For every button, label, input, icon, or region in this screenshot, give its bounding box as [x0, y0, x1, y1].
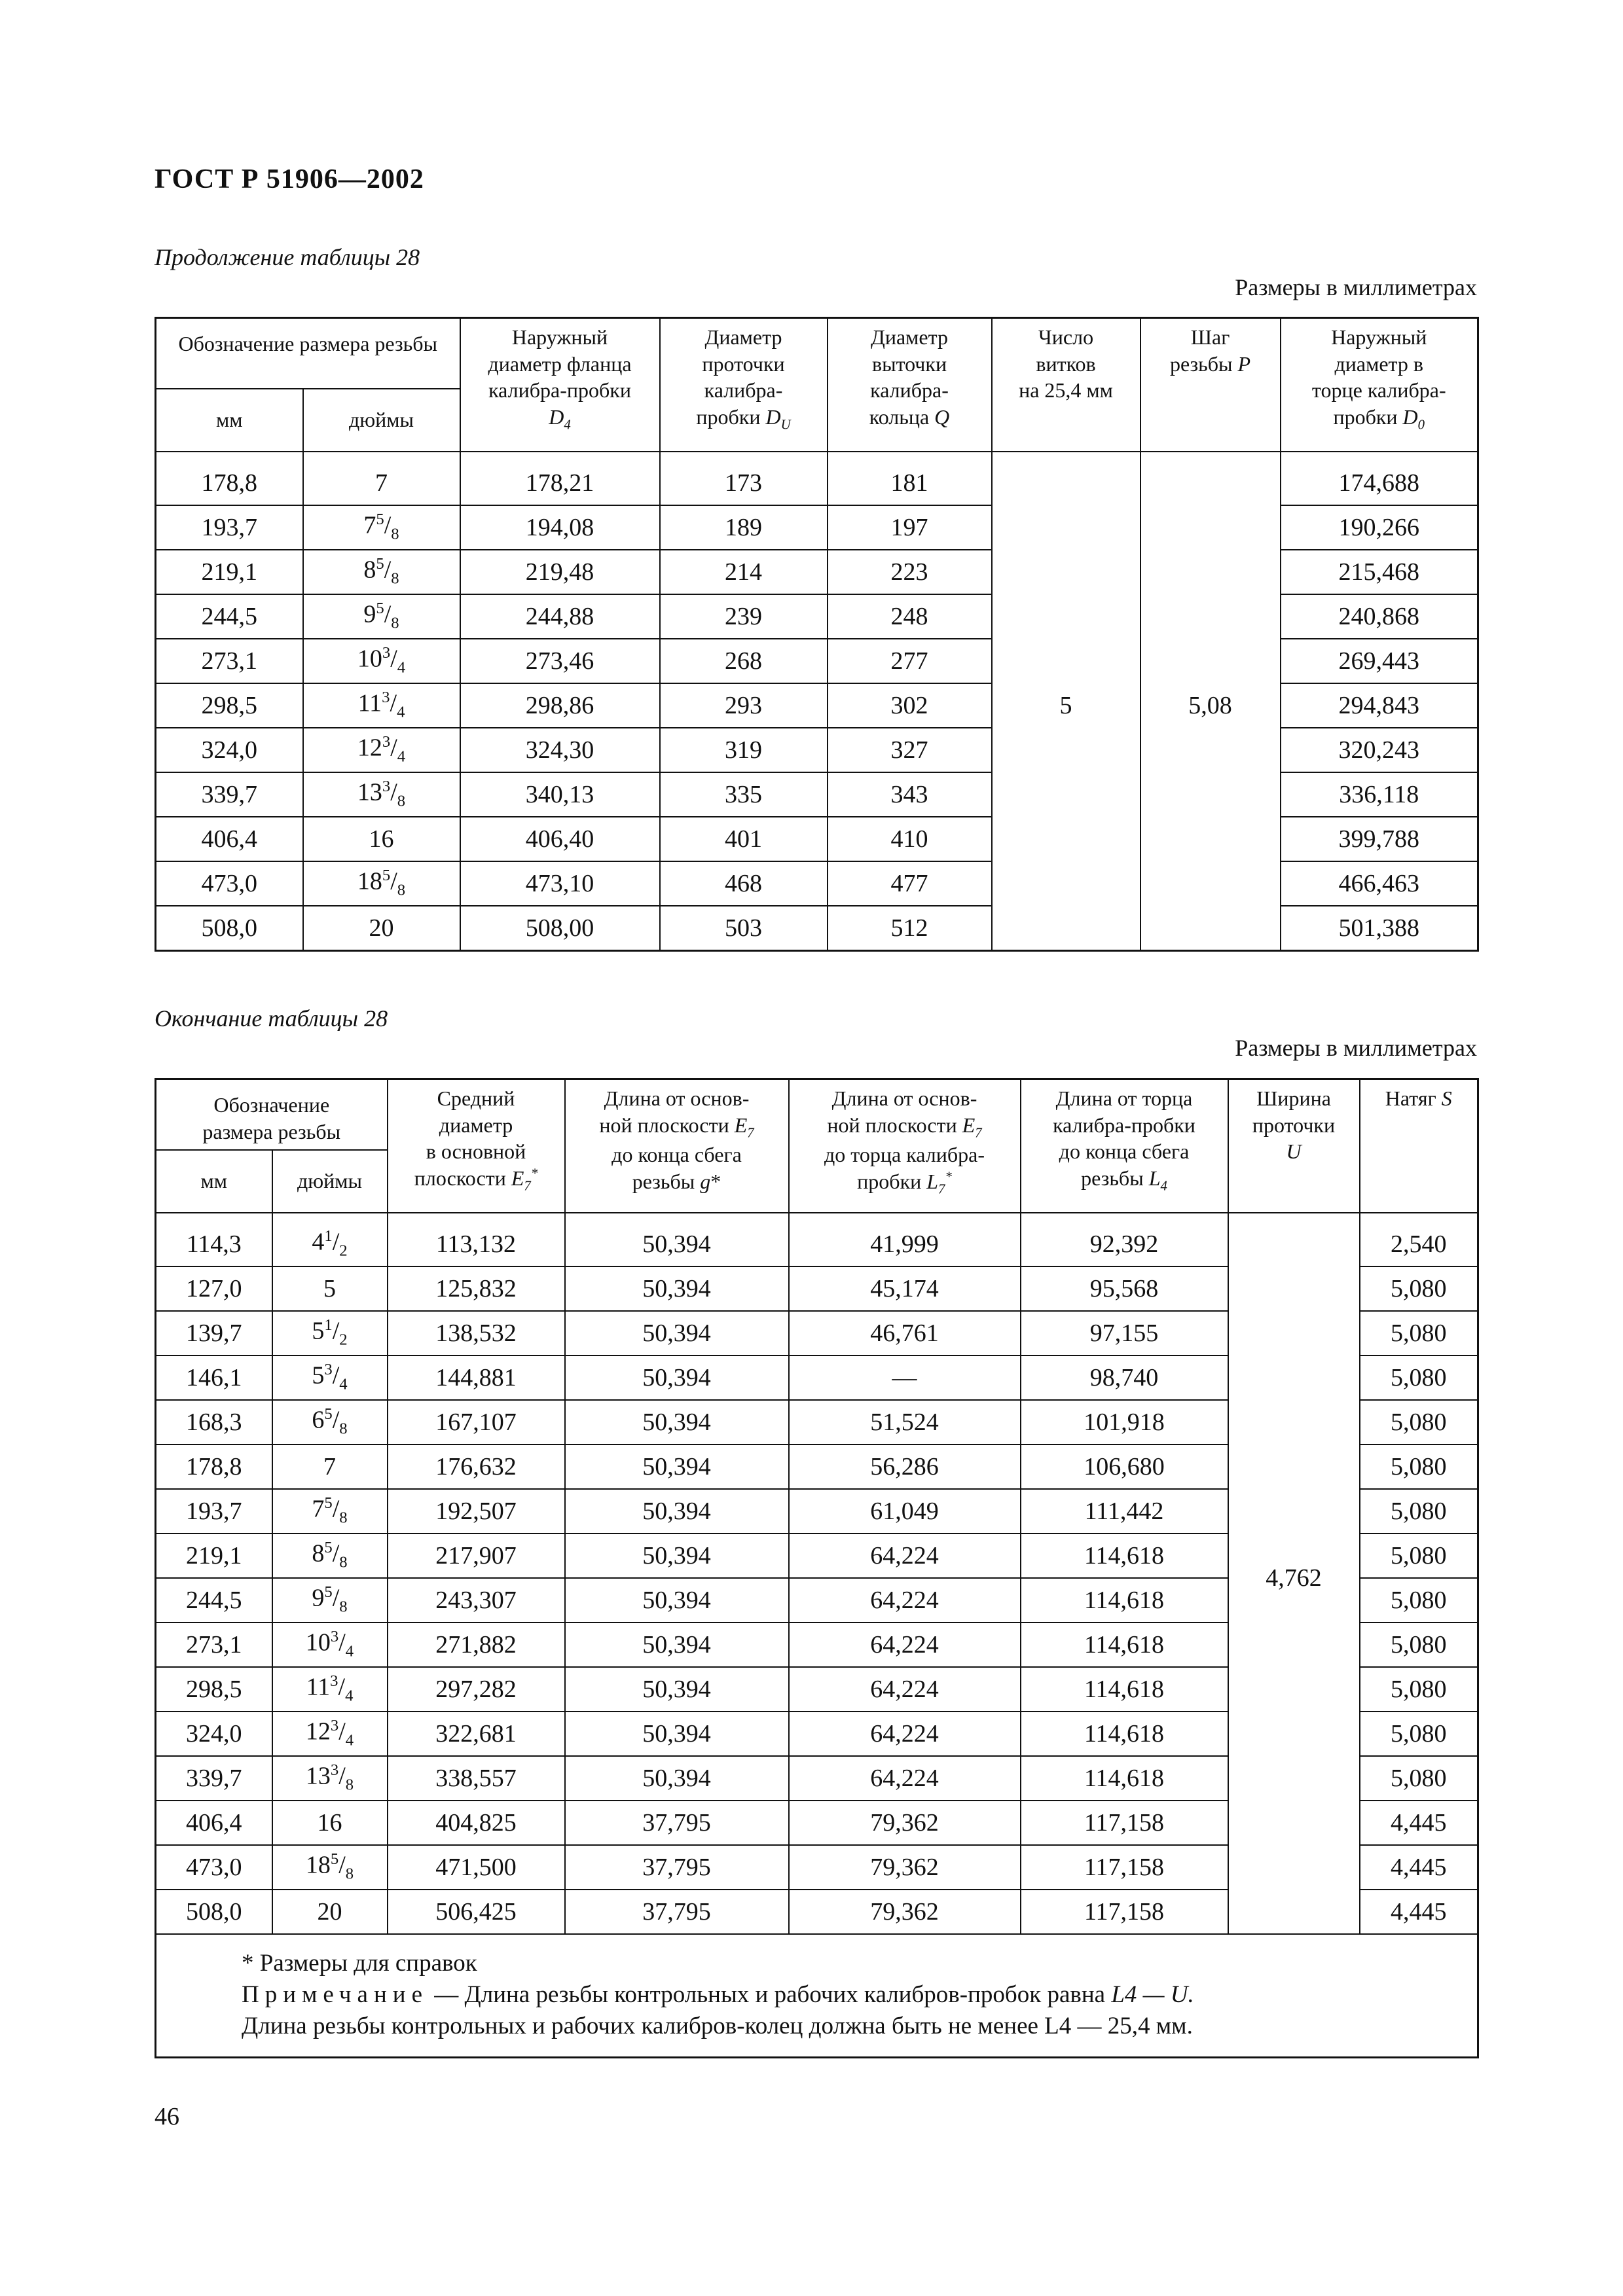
header-mm: мм — [156, 389, 303, 452]
header-designation-2: Обозначение размера резьбы — [156, 1079, 388, 1150]
cell-length-l7: 61,049 — [789, 1489, 1021, 1534]
cell-mm: 244,5 — [156, 1578, 272, 1623]
cell-interference: 5,080 — [1360, 1756, 1478, 1801]
cell-length-l4: 101,918 — [1021, 1400, 1228, 1444]
header-pitch-diameter: Средний диаметр в основной плоскости $E_7^*$ — [388, 1079, 565, 1213]
cell-length-l7: 64,224 — [789, 1578, 1021, 1623]
table-caption-continued: Продолжение таблицы 28 — [155, 244, 420, 270]
cell-inches: $4^1/_2$ — [272, 1213, 388, 1266]
cell-flange-diameter: 340,13 — [460, 772, 660, 817]
cell-mm: 114,3 — [156, 1213, 272, 1266]
cell-outer-diameter: 240,868 — [1281, 594, 1478, 639]
cell-pitch-diameter: 113,132 — [388, 1213, 565, 1266]
cell-inches: $10^3/_4$ — [272, 1623, 388, 1667]
cell-length-g: 50,394 — [565, 1266, 789, 1311]
cell-length-g: 50,394 — [565, 1578, 789, 1623]
cell-mm: 406,4 — [156, 817, 303, 861]
cell-inches: $10^3/_4$ — [303, 639, 460, 683]
header-length-to-runout: Длина от основ- ной плоскости $E_7$ до конца сбега резьбы g* — [565, 1079, 789, 1213]
cell-mm: 139,7 — [156, 1311, 272, 1355]
cell-inches: $13^3/_8$ — [272, 1756, 388, 1801]
footnote-reference: * Размеры для справок — [242, 1949, 477, 1977]
cell-inches: $9^5/_8$ — [272, 1578, 388, 1623]
cell-mm: 219,1 — [156, 550, 303, 594]
table-row — [156, 452, 1478, 505]
cell-length-l4: 95,568 — [1021, 1266, 1228, 1311]
header-mm-2: мм — [156, 1150, 272, 1213]
cell-length-l7: 46,761 — [789, 1311, 1021, 1355]
cell-groove-diameter: 173 — [660, 452, 828, 505]
cell-pitch-diameter: 176,632 — [388, 1444, 565, 1489]
cell-mm: 178,8 — [156, 1444, 272, 1489]
cell-length-l4: 106,680 — [1021, 1444, 1228, 1489]
header-outer-diameter: Наружный диаметр в торце калибра- пробки $D_0$ — [1281, 318, 1478, 452]
cell-recess-diameter: 477 — [828, 861, 992, 906]
cell-inches: $13^3/_8$ — [303, 772, 460, 817]
footnote-note-line1: Примечание — Длина резьбы контрольных и рабочих калибров-пробок равна L4 — U. — [242, 1981, 1194, 2008]
cell-length-l4: 97,155 — [1021, 1311, 1228, 1355]
cell-mm: 127,0 — [156, 1266, 272, 1311]
cell-outer-diameter: 190,266 — [1281, 505, 1478, 550]
cell-mm: 193,7 — [156, 505, 303, 550]
units-note: Размеры в миллиметрах — [1235, 274, 1477, 300]
thread-gauge-table-end — [155, 1078, 1479, 2058]
cell-flange-diameter: 298,86 — [460, 683, 660, 728]
cell-length-l4: 114,618 — [1021, 1712, 1228, 1756]
table-caption-end: Окончание таблицы 28 — [155, 1005, 388, 1031]
cell-interference: 5,080 — [1360, 1534, 1478, 1578]
cell-length-l7: 64,224 — [789, 1534, 1021, 1578]
cell-turns-merged: 5 — [992, 452, 1140, 951]
table-footnote — [156, 1934, 1478, 2058]
cell-mm: 178,8 — [156, 452, 303, 505]
cell-pitch-diameter: 297,282 — [388, 1667, 565, 1712]
cell-inches: 20 — [303, 906, 460, 951]
cell-length-g: 50,394 — [565, 1534, 789, 1578]
header-groove-width: Ширина проточки U — [1228, 1079, 1360, 1213]
cell-length-l4: 117,158 — [1021, 1890, 1228, 1934]
cell-length-g: 50,394 — [565, 1489, 789, 1534]
cell-mm: 508,0 — [156, 906, 303, 951]
cell-mm: 244,5 — [156, 594, 303, 639]
cell-inches: 7 — [303, 452, 460, 505]
cell-inches: $8^5/_8$ — [303, 550, 460, 594]
cell-inches: $5^1/_2$ — [272, 1311, 388, 1355]
cell-mm: 339,7 — [156, 772, 303, 817]
cell-recess-diameter: 197 — [828, 505, 992, 550]
cell-length-l7: 64,224 — [789, 1712, 1021, 1756]
cell-length-l7: 41,999 — [789, 1213, 1021, 1266]
cell-inches: $12^3/_4$ — [303, 728, 460, 772]
cell-pitch-diameter: 125,832 — [388, 1266, 565, 1311]
cell-length-g: 37,795 — [565, 1801, 789, 1845]
cell-flange-diameter: 194,08 — [460, 505, 660, 550]
header-interference: Натяг S — [1360, 1079, 1478, 1213]
cell-mm: 146,1 — [156, 1355, 272, 1400]
cell-length-l4: 92,392 — [1021, 1213, 1228, 1266]
cell-groove-diameter: 503 — [660, 906, 828, 951]
cell-mm: 508,0 — [156, 1890, 272, 1934]
cell-groove-diameter: 189 — [660, 505, 828, 550]
cell-groove-diameter: 335 — [660, 772, 828, 817]
cell-length-l7: 79,362 — [789, 1801, 1021, 1845]
cell-inches: $18^5/_8$ — [303, 861, 460, 906]
cell-mm: 273,1 — [156, 639, 303, 683]
cell-interference: 5,080 — [1360, 1712, 1478, 1756]
cell-pitch-diameter: 243,307 — [388, 1578, 565, 1623]
cell-flange-diameter: 244,88 — [460, 594, 660, 639]
cell-recess-diameter: 512 — [828, 906, 992, 951]
cell-outer-diameter: 501,388 — [1281, 906, 1478, 951]
cell-inches: 20 — [272, 1890, 388, 1934]
cell-outer-diameter: 215,468 — [1281, 550, 1478, 594]
header-inches: дюймы — [303, 389, 460, 452]
cell-recess-diameter: 277 — [828, 639, 992, 683]
note-label: Примечание — [242, 1981, 428, 2008]
cell-length-g: 50,394 — [565, 1444, 789, 1489]
cell-interference: 5,080 — [1360, 1311, 1478, 1355]
cell-groove-diameter: 214 — [660, 550, 828, 594]
cell-length-l4: 98,740 — [1021, 1355, 1228, 1400]
header-length-l4: Длина от торца калибра-пробки до конца сбега резьбы $L_4$ — [1021, 1079, 1228, 1213]
cell-length-g: 50,394 — [565, 1400, 789, 1444]
cell-pitch-diameter: 322,681 — [388, 1712, 565, 1756]
header-flange-diameter: Наружный диаметр фланца калибра-пробки $D_4$ — [460, 318, 660, 452]
cell-inches: 16 — [303, 817, 460, 861]
cell-interference: 5,080 — [1360, 1667, 1478, 1712]
cell-recess-diameter: 327 — [828, 728, 992, 772]
cell-mm: 298,5 — [156, 683, 303, 728]
cell-length-l4: 117,158 — [1021, 1801, 1228, 1845]
cell-groove-diameter: 401 — [660, 817, 828, 861]
cell-flange-diameter: 324,30 — [460, 728, 660, 772]
cell-length-l4: 117,158 — [1021, 1845, 1228, 1890]
cell-outer-diameter: 466,463 — [1281, 861, 1478, 906]
cell-flange-diameter: 508,00 — [460, 906, 660, 951]
cell-length-l4: 111,442 — [1021, 1489, 1228, 1534]
cell-recess-diameter: 223 — [828, 550, 992, 594]
cell-mm: 168,3 — [156, 1400, 272, 1444]
cell-flange-diameter: 473,10 — [460, 861, 660, 906]
cell-groove-diameter: 319 — [660, 728, 828, 772]
cell-interference: 5,080 — [1360, 1266, 1478, 1311]
cell-inches: $7^5/_8$ — [272, 1489, 388, 1534]
cell-length-g: 50,394 — [565, 1667, 789, 1712]
cell-interference: 5,080 — [1360, 1444, 1478, 1489]
cell-pitch-diameter: 338,557 — [388, 1756, 565, 1801]
cell-pitch-diameter: 144,881 — [388, 1355, 565, 1400]
cell-flange-diameter: 219,48 — [460, 550, 660, 594]
cell-length-l7: 51,524 — [789, 1400, 1021, 1444]
cell-interference: 5,080 — [1360, 1355, 1478, 1400]
cell-length-g: 50,394 — [565, 1311, 789, 1355]
cell-length-g: 37,795 — [565, 1890, 789, 1934]
cell-outer-diameter: 320,243 — [1281, 728, 1478, 772]
cell-mm: 473,0 — [156, 861, 303, 906]
cell-flange-diameter: 178,21 — [460, 452, 660, 505]
cell-length-l7: — — [789, 1355, 1021, 1400]
cell-length-g: 50,394 — [565, 1712, 789, 1756]
cell-length-l7: 79,362 — [789, 1890, 1021, 1934]
cell-mm: 219,1 — [156, 1534, 272, 1578]
cell-pitch-merged: 5,08 — [1140, 452, 1281, 951]
cell-interference: 4,445 — [1360, 1801, 1478, 1845]
cell-length-l7: 64,224 — [789, 1623, 1021, 1667]
cell-recess-diameter: 410 — [828, 817, 992, 861]
cell-outer-diameter: 269,443 — [1281, 639, 1478, 683]
cell-mm: 298,5 — [156, 1667, 272, 1712]
cell-interference: 2,540 — [1360, 1213, 1478, 1266]
cell-outer-diameter: 399,788 — [1281, 817, 1478, 861]
footnote-note-line2: Длина резьбы контрольных и рабочих калибров-колец должна быть не менее L4 — 25,4 мм. — [242, 2012, 1193, 2039]
thread-gauge-table-continued — [155, 317, 1479, 952]
cell-length-l4: 114,618 — [1021, 1667, 1228, 1712]
cell-mm: 324,0 — [156, 728, 303, 772]
cell-pitch-diameter: 271,882 — [388, 1623, 565, 1667]
header-inches-2: дюймы — [272, 1150, 388, 1213]
cell-length-g: 37,795 — [565, 1845, 789, 1890]
units-note-2: Размеры в миллиметрах — [1235, 1035, 1477, 1061]
page-number: 46 — [155, 2103, 179, 2130]
cell-length-l7: 64,224 — [789, 1667, 1021, 1712]
cell-mm: 324,0 — [156, 1712, 272, 1756]
cell-length-g: 50,394 — [565, 1623, 789, 1667]
cell-flange-diameter: 406,40 — [460, 817, 660, 861]
cell-mm: 273,1 — [156, 1623, 272, 1667]
cell-mm: 193,7 — [156, 1489, 272, 1534]
cell-pitch-diameter: 506,425 — [388, 1890, 565, 1934]
cell-length-l4: 114,618 — [1021, 1756, 1228, 1801]
cell-length-l4: 114,618 — [1021, 1578, 1228, 1623]
cell-length-g: 50,394 — [565, 1355, 789, 1400]
cell-inches: $8^5/_8$ — [272, 1534, 388, 1578]
cell-interference: 5,080 — [1360, 1623, 1478, 1667]
cell-recess-diameter: 302 — [828, 683, 992, 728]
cell-inches: $18^5/_8$ — [272, 1845, 388, 1890]
cell-length-g: 50,394 — [565, 1213, 789, 1266]
table-row — [156, 1213, 1478, 1266]
cell-recess-diameter: 343 — [828, 772, 992, 817]
cell-pitch-diameter: 404,825 — [388, 1801, 565, 1845]
header-thread-pitch: Шаг резьбы P — [1140, 318, 1281, 452]
cell-recess-diameter: 248 — [828, 594, 992, 639]
cell-pitch-diameter: 471,500 — [388, 1845, 565, 1890]
cell-inches: $11^3/_4$ — [303, 683, 460, 728]
cell-pitch-diameter: 167,107 — [388, 1400, 565, 1444]
cell-inches: 7 — [272, 1444, 388, 1489]
cell-outer-diameter: 294,843 — [1281, 683, 1478, 728]
cell-inches: $11^3/_4$ — [272, 1667, 388, 1712]
cell-inches: $5^3/_4$ — [272, 1355, 388, 1400]
cell-interference: 5,080 — [1360, 1400, 1478, 1444]
header-length-to-plug-end: Длина от основ- ной плоскости $E_7$ до торца калибра- пробки $L_7^*$ — [789, 1079, 1021, 1213]
cell-length-l7: 79,362 — [789, 1845, 1021, 1890]
header-plug-groove-diameter: Диаметр проточки калибра- пробки $D_U$ — [660, 318, 828, 452]
header-designation: Обозначение размера резьбы — [156, 318, 460, 389]
document-header: ГОСТ Р 51906—2002 — [155, 164, 424, 194]
cell-inches: 16 — [272, 1801, 388, 1845]
cell-pitch-diameter: 192,507 — [388, 1489, 565, 1534]
cell-inches: 5 — [272, 1266, 388, 1311]
cell-inches: $6^5/_8$ — [272, 1400, 388, 1444]
cell-pitch-diameter: 217,907 — [388, 1534, 565, 1578]
cell-mm: 339,7 — [156, 1756, 272, 1801]
cell-groove-diameter: 293 — [660, 683, 828, 728]
cell-interference: 5,080 — [1360, 1489, 1478, 1534]
cell-outer-diameter: 336,118 — [1281, 772, 1478, 817]
cell-mm: 473,0 — [156, 1845, 272, 1890]
cell-inches: $7^5/_8$ — [303, 505, 460, 550]
cell-mm: 406,4 — [156, 1801, 272, 1845]
cell-outer-diameter: 174,688 — [1281, 452, 1478, 505]
cell-groove-diameter: 468 — [660, 861, 828, 906]
cell-length-l4: 114,618 — [1021, 1623, 1228, 1667]
cell-length-g: 50,394 — [565, 1756, 789, 1801]
cell-interference: 4,445 — [1360, 1890, 1478, 1934]
cell-inches: $12^3/_4$ — [272, 1712, 388, 1756]
cell-flange-diameter: 273,46 — [460, 639, 660, 683]
cell-length-l7: 56,286 — [789, 1444, 1021, 1489]
cell-groove-diameter: 268 — [660, 639, 828, 683]
header-turns-per-inch: Число витков на 25,4 мм — [992, 318, 1140, 452]
cell-groove-diameter: 239 — [660, 594, 828, 639]
header-ring-recess-diameter: Диаметр выточки калибра- кольца Q — [828, 318, 992, 452]
cell-length-l7: 45,174 — [789, 1266, 1021, 1311]
cell-length-l4: 114,618 — [1021, 1534, 1228, 1578]
cell-inches: $9^5/_8$ — [303, 594, 460, 639]
cell-recess-diameter: 181 — [828, 452, 992, 505]
cell-length-l7: 64,224 — [789, 1756, 1021, 1801]
cell-pitch-diameter: 138,532 — [388, 1311, 565, 1355]
cell-groove-width-merged: 4,762 — [1228, 1213, 1360, 1934]
cell-interference: 5,080 — [1360, 1578, 1478, 1623]
cell-interference: 4,445 — [1360, 1845, 1478, 1890]
